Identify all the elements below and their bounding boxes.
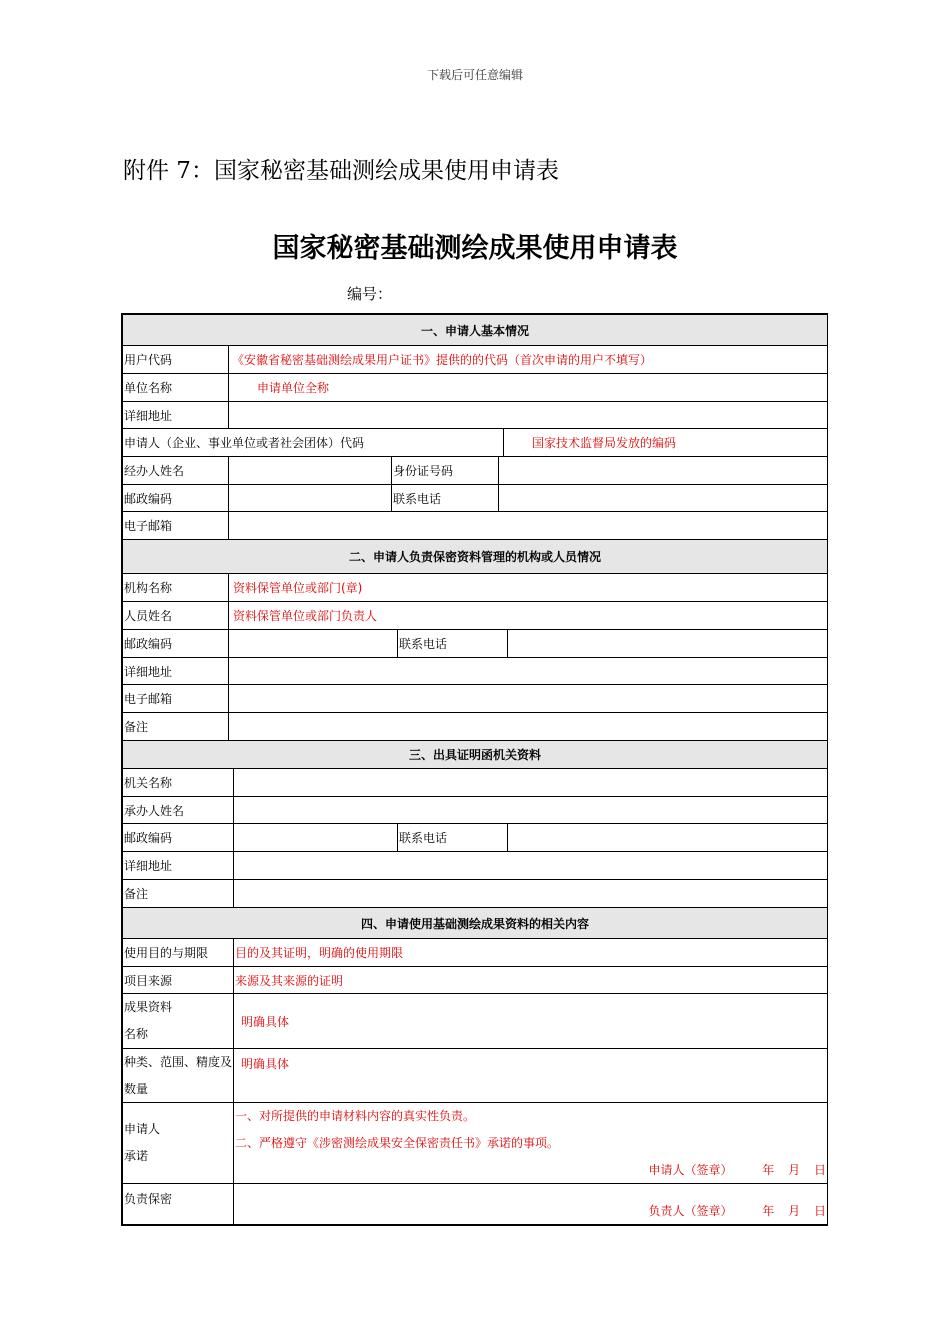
promise-line: 一、对所提供的申请材料内容的真实性负责。 — [235, 1109, 476, 1123]
type-scope-field[interactable]: 明确具体 — [241, 1057, 290, 1071]
handler-name-label: 经办人姓名 — [123, 457, 229, 484]
table-row — [123, 658, 827, 685]
postcode-label: 邮政编码 — [123, 485, 229, 511]
application-form — [121, 313, 828, 1226]
handler-name-label: 承办人姓名 — [123, 797, 234, 823]
table-row — [123, 939, 827, 967]
email-label: 电子邮箱 — [123, 685, 229, 712]
table-row — [123, 512, 827, 540]
applicant-sign-label: 申请人（签章） — [648, 1163, 733, 1177]
id-number-label: 身份证号码 — [392, 457, 499, 484]
table-row — [123, 1103, 827, 1184]
user-code-label: 用户代码 — [123, 346, 229, 373]
postcode-field[interactable] — [229, 485, 392, 511]
remark-field[interactable] — [234, 880, 827, 907]
table-row — [123, 574, 827, 602]
day-label: 日 — [813, 1163, 826, 1177]
email-field[interactable] — [229, 685, 827, 712]
header-note: 下载后可任意编辑 — [426, 68, 523, 82]
handler-name-field[interactable] — [229, 457, 392, 484]
org-name-field[interactable]: 资料保管单位或部门(章) — [233, 581, 363, 595]
secrecy-signature-field[interactable] — [234, 1184, 827, 1224]
table-row — [123, 824, 827, 852]
address-field[interactable] — [229, 658, 827, 684]
phone-field[interactable] — [499, 485, 827, 511]
result-name-label — [123, 994, 234, 1048]
address-field[interactable] — [229, 402, 827, 428]
section-header-1 — [123, 315, 827, 346]
section-title: 二、申请人负责保密资料管理的机构或人员情况 — [123, 540, 827, 573]
form-title: 国家秘密基础测绘成果使用申请表 — [272, 233, 678, 264]
promise-field[interactable] — [234, 1103, 827, 1183]
postcode-label: 邮政编码 — [123, 630, 229, 657]
unit-name-field[interactable]: 申请单位全称 — [257, 381, 330, 395]
phone-field[interactable] — [508, 630, 827, 657]
secrecy-label: 负责保密 — [123, 1184, 234, 1224]
table-row — [123, 769, 827, 797]
table-row — [123, 346, 827, 374]
promise-label-line: 申请人 — [124, 1122, 161, 1136]
table-row — [123, 1049, 827, 1103]
day-label: 日 — [813, 1204, 826, 1218]
table-row — [123, 485, 827, 512]
promise-label — [123, 1103, 234, 1183]
address-field[interactable] — [234, 852, 827, 879]
table-row — [123, 602, 827, 630]
table-row — [123, 1184, 827, 1224]
email-label: 电子邮箱 — [123, 512, 229, 539]
phone-label: 联系电话 — [392, 485, 499, 511]
table-row — [123, 429, 827, 457]
section-header-2 — [123, 540, 827, 574]
attachment-title: 附件 7：国家秘密基础测绘成果使用申请表 — [123, 158, 559, 184]
table-row — [123, 374, 827, 402]
result-name-field[interactable]: 明确具体 — [241, 1014, 290, 1029]
applicant-signature-line — [626, 1157, 826, 1183]
remark-field[interactable] — [229, 713, 827, 740]
result-name-label-line: 名称 — [124, 1027, 149, 1041]
table-row — [123, 685, 827, 713]
purpose-label: 使用目的与期限 — [123, 939, 234, 966]
remark-label: 备注 — [123, 713, 229, 740]
email-field[interactable] — [229, 512, 827, 539]
responsible-sign-label: 负责人（签章） — [648, 1204, 733, 1218]
postcode-label: 邮政编码 — [123, 824, 234, 851]
source-field[interactable]: 来源及其来源的证明 — [235, 973, 344, 988]
promise-label-line: 承诺 — [124, 1149, 149, 1163]
postcode-field[interactable] — [234, 824, 398, 851]
user-code-field[interactable]: 《安徽省秘密基础测绘成果用户证书》提供的的代码（首次申请的用户不填写） — [232, 353, 653, 367]
month-label: 月 — [788, 1204, 801, 1218]
table-row — [123, 852, 827, 880]
handler-name-field[interactable] — [234, 797, 827, 823]
phone-label: 联系电话 — [398, 824, 508, 851]
table-row — [123, 880, 827, 908]
org-code-field[interactable]: 国家技术监督局发放的编码 — [532, 436, 677, 450]
unit-name-label: 单位名称 — [123, 374, 229, 401]
section-title: 三、出具证明函机关资料 — [123, 741, 827, 768]
table-row — [123, 797, 827, 824]
purpose-field[interactable]: 目的及其证明，明确的使用期限 — [235, 946, 404, 960]
person-name-label: 人员姓名 — [123, 602, 229, 629]
type-scope-label-line: 种类、范围、精度及 — [124, 1054, 233, 1069]
address-label: 详细地址 — [123, 852, 234, 879]
postcode-field[interactable] — [229, 630, 398, 657]
result-name-label-line: 成果资料 — [124, 1000, 173, 1014]
remark-label: 备注 — [123, 880, 234, 907]
id-number-field[interactable] — [499, 457, 827, 484]
address-label: 详细地址 — [123, 658, 229, 684]
responsible-signature-line — [648, 1202, 826, 1219]
month-label: 月 — [788, 1163, 801, 1177]
org-code-label: 申请人（企业、事业单位或者社会团体）代码 — [123, 429, 504, 456]
section-title: 四、申请使用基础测绘成果资料的相关内容 — [123, 908, 827, 938]
table-row — [123, 994, 827, 1049]
serial-number-label: 编号： — [347, 285, 393, 303]
person-name-field[interactable]: 资料保管单位或部门负责人 — [233, 609, 378, 623]
type-scope-label — [123, 1049, 234, 1102]
phone-field[interactable] — [508, 824, 827, 851]
section-header-3 — [123, 741, 827, 769]
year-label: 年 — [762, 1163, 775, 1177]
promise-line: 二、严格遵守《涉密测绘成果安全保密责任书》承诺的事项。 — [235, 1136, 560, 1150]
agency-name-field[interactable] — [234, 769, 827, 796]
section-title: 一、申请人基本情况 — [123, 315, 827, 345]
table-row — [123, 630, 827, 658]
table-row — [123, 967, 827, 994]
address-label: 详细地址 — [123, 402, 229, 428]
section-header-4 — [123, 908, 827, 939]
phone-label: 联系电话 — [398, 630, 508, 657]
org-name-label: 机构名称 — [123, 574, 229, 601]
year-label: 年 — [762, 1204, 775, 1218]
table-row — [123, 713, 827, 741]
table-row — [123, 402, 827, 429]
source-label: 项目来源 — [123, 967, 234, 993]
table-row — [123, 457, 827, 485]
agency-name-label: 机关名称 — [123, 769, 234, 796]
type-scope-label-line: 数量 — [124, 1081, 149, 1096]
